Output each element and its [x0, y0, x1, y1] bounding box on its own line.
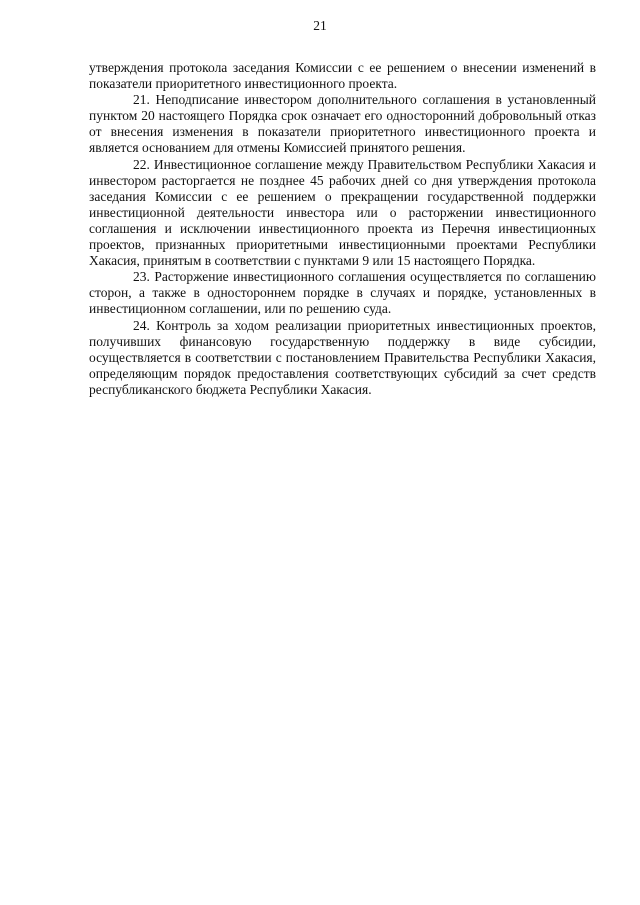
paragraph-21: 21. Неподписание инвестором дополнительного соглашения в установленный пунктом 20 настоящего Порядка срок означает его односторонний добровольный отказ от внесения изменения в показатели приоритетного инвестиционного проекта и является основанием для отмены Комиссией принятого решения.	[89, 92, 596, 156]
paragraph-23: 23. Расторжение инвестиционного соглашения осуществляется по соглашению сторон, а также в одностороннем порядке в случаях и порядке, установленных в инвестиционном соглашении, или по решению суда.	[89, 269, 596, 317]
page-number: 21	[313, 18, 327, 33]
document-body	[89, 60, 596, 398]
paragraph-24: 24. Контроль за ходом реализации приоритетных инвестиционных проектов, получивших финансовую государственную поддержку в виде субсидии, осуществляется в соответствии с постановлением Правительства Республики Хакасия, определяющим порядок предоставления соответствующих субсидий за счет средств республиканского бюджета Республики Хакасия.	[89, 317, 596, 397]
paragraph-22: 22. Инвестиционное соглашение между Правительством Республики Хакасия и инвестором расторгается не позднее 45 рабочих дней со дня утверждения протокола заседания Комиссии с ее решением о прекращении государственной поддержки инвестиционной деятельности инвестора или о расторжении инвестиционного соглашения и исключении инвестиционного проекта из Перечня инвестиционных проектов, признанных приоритетными инвестиционными проектами Республики Хакасия, принятым в соответствии с пунктами 9 или 15 настоящего Порядка.	[89, 156, 596, 269]
paragraph-continuation: утверждения протокола заседания Комиссии с ее решением о внесении изменений в показатели приоритетного инвестиционного проекта.	[89, 60, 596, 92]
